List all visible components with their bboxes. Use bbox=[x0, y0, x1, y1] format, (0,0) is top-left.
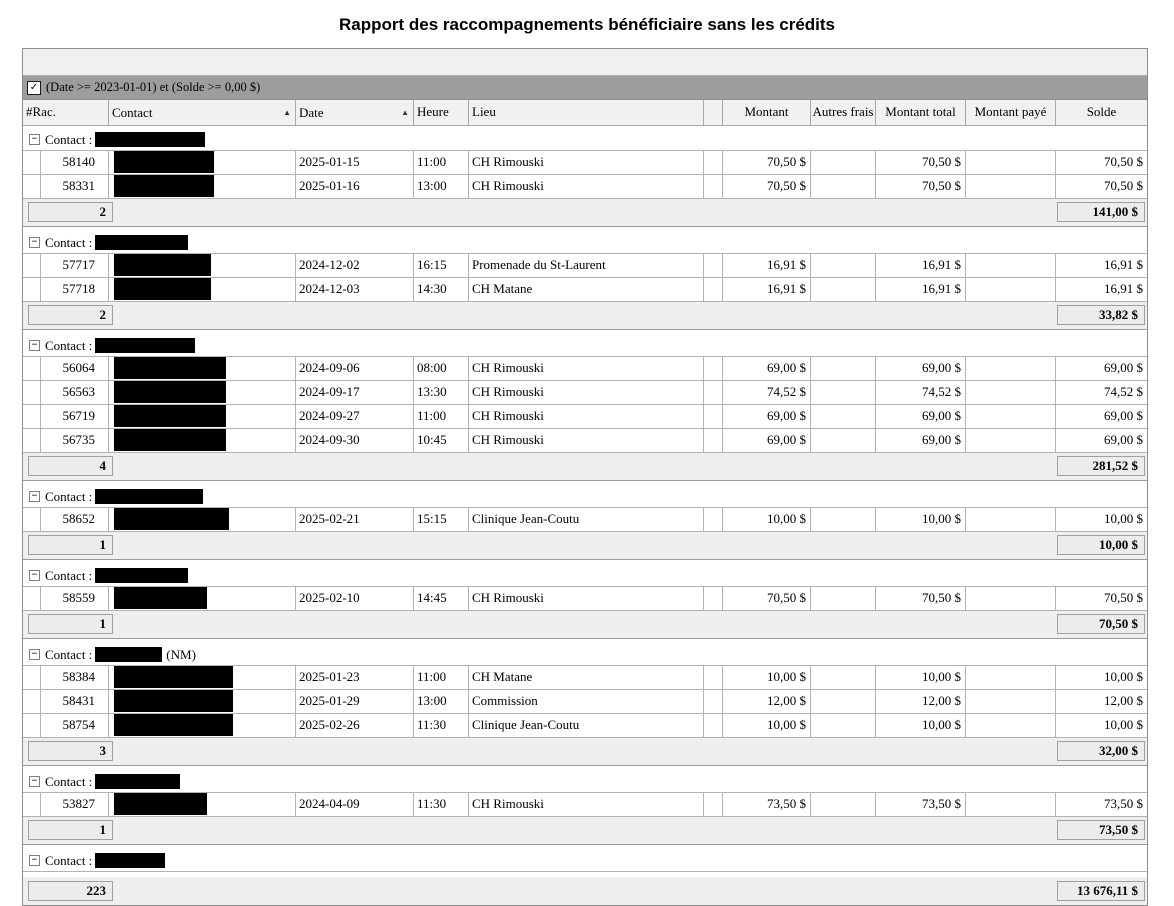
cell-solde: 73,50 $ bbox=[1104, 796, 1143, 811]
cell-rac: 57718 bbox=[41, 278, 109, 301]
redacted-contact-name bbox=[95, 338, 195, 353]
cell-autres-frais bbox=[811, 381, 876, 404]
cell-montant-total: 74,52 $ bbox=[876, 381, 966, 404]
cell-montant-paye bbox=[966, 508, 1056, 531]
cell-rac: 58331 bbox=[41, 175, 109, 198]
cell-rac: 58559 bbox=[41, 587, 109, 610]
cell-autres-frais bbox=[811, 151, 876, 174]
cell-solde: 12,00 $ bbox=[1104, 693, 1143, 708]
group-solde-total: 33,82 $ bbox=[1057, 305, 1145, 325]
group-header-row[interactable] bbox=[23, 335, 1147, 357]
cell-montant: 10,00 $ bbox=[723, 508, 811, 531]
group-solde-total: 32,00 $ bbox=[1057, 741, 1145, 761]
cell-date: 2025-02-21 bbox=[296, 508, 414, 531]
cell-solde: 16,91 $ bbox=[1104, 281, 1143, 296]
cell-spacer bbox=[704, 508, 723, 531]
grand-total-count: 223 bbox=[28, 881, 113, 901]
cell-lieu: CH Matane bbox=[469, 666, 704, 689]
cell-contact bbox=[109, 429, 296, 452]
group-header-row[interactable] bbox=[23, 129, 1147, 151]
cell-lieu: CH Rimouski bbox=[469, 587, 704, 610]
cell-date: 2024-12-03 bbox=[296, 278, 414, 301]
cell-montant-total: 16,91 $ bbox=[876, 254, 966, 277]
cell-montant-total: 70,50 $ bbox=[876, 151, 966, 174]
cell-heure: 10:45 bbox=[414, 429, 469, 452]
cell-spacer bbox=[704, 175, 723, 198]
cell-autres-frais bbox=[811, 714, 876, 737]
grid-body bbox=[23, 129, 1147, 905]
cell-rac: 58384 bbox=[41, 666, 109, 689]
cell-montant-total: 10,00 $ bbox=[876, 666, 966, 689]
group-count: 3 bbox=[28, 741, 113, 761]
group-header-row[interactable] bbox=[23, 486, 1147, 508]
cell-montant: 69,00 $ bbox=[723, 405, 811, 428]
group-panel bbox=[23, 49, 1147, 76]
cell-montant: 10,00 $ bbox=[723, 714, 811, 737]
cell-montant-paye bbox=[966, 793, 1056, 816]
table-row[interactable] bbox=[23, 175, 1147, 199]
cell-heure: 11:30 bbox=[414, 793, 469, 816]
redacted-contact-name bbox=[114, 508, 229, 530]
cell-contact bbox=[109, 714, 296, 737]
cell-montant-total: 12,00 $ bbox=[876, 690, 966, 713]
group-header-row[interactable] bbox=[23, 850, 1147, 872]
row-indent bbox=[23, 429, 41, 452]
cell-autres-frais bbox=[811, 793, 876, 816]
cell-contact bbox=[109, 405, 296, 428]
cell-autres-frais bbox=[811, 429, 876, 452]
cell-montant-total: 69,00 $ bbox=[876, 429, 966, 452]
group-summary-row bbox=[23, 738, 1147, 766]
cell-montant: 69,00 $ bbox=[723, 357, 811, 380]
row-indent bbox=[23, 175, 41, 198]
group-summary-row bbox=[23, 611, 1147, 639]
cell-autres-frais bbox=[811, 508, 876, 531]
cell-heure: 08:00 bbox=[414, 357, 469, 380]
collapse-icon[interactable]: − bbox=[29, 134, 40, 145]
sort-asc-icon: ▲ bbox=[283, 107, 291, 117]
redacted-contact-name bbox=[114, 666, 233, 688]
cell-montant: 16,91 $ bbox=[723, 278, 811, 301]
cell-montant-paye bbox=[966, 587, 1056, 610]
cell-solde: 69,00 $ bbox=[1104, 408, 1143, 423]
cell-spacer bbox=[704, 254, 723, 277]
cell-lieu: CH Rimouski bbox=[469, 381, 704, 404]
cell-lieu: CH Rimouski bbox=[469, 175, 704, 198]
cell-solde: 10,00 $ bbox=[1104, 717, 1143, 732]
redacted-contact-name bbox=[114, 278, 211, 300]
column-header-date-label: Date bbox=[299, 104, 324, 120]
group-solde-total: 281,52 $ bbox=[1057, 456, 1145, 476]
cell-rac: 56719 bbox=[41, 405, 109, 428]
column-header-contact[interactable] bbox=[109, 100, 296, 125]
table-row[interactable] bbox=[23, 429, 1147, 453]
redacted-contact-name bbox=[114, 357, 226, 379]
column-header-date[interactable] bbox=[296, 100, 414, 125]
cell-lieu: CH Rimouski bbox=[469, 429, 704, 452]
cell-montant-paye bbox=[966, 714, 1056, 737]
table-row[interactable] bbox=[23, 278, 1147, 302]
cell-contact bbox=[109, 690, 296, 713]
cell-date: 2024-09-27 bbox=[296, 405, 414, 428]
group-count: 1 bbox=[28, 820, 113, 840]
row-indent bbox=[23, 587, 41, 610]
cell-spacer bbox=[704, 429, 723, 452]
cell-montant: 10,00 $ bbox=[723, 666, 811, 689]
cell-montant-total: 69,00 $ bbox=[876, 357, 966, 380]
cell-montant: 69,00 $ bbox=[723, 429, 811, 452]
group-label: Contact : bbox=[45, 337, 93, 353]
cell-heure: 13:00 bbox=[414, 690, 469, 713]
group-count: 1 bbox=[28, 535, 113, 555]
cell-heure: 13:00 bbox=[414, 175, 469, 198]
cell-date: 2025-01-29 bbox=[296, 690, 414, 713]
group-label: Contact : bbox=[45, 131, 93, 147]
cell-heure: 11:00 bbox=[414, 151, 469, 174]
grand-total-row bbox=[23, 877, 1147, 905]
row-indent bbox=[23, 278, 41, 301]
collapse-icon[interactable]: − bbox=[29, 649, 40, 660]
table-row[interactable] bbox=[23, 508, 1147, 532]
cell-montant-total: 69,00 $ bbox=[876, 405, 966, 428]
cell-montant: 70,50 $ bbox=[723, 587, 811, 610]
group-suffix: (NM) bbox=[166, 646, 196, 662]
cell-lieu: Clinique Jean-Coutu bbox=[469, 508, 704, 531]
cell-spacer bbox=[704, 714, 723, 737]
redacted-contact-name bbox=[114, 714, 233, 736]
cell-montant-paye bbox=[966, 381, 1056, 404]
cell-date: 2024-09-30 bbox=[296, 429, 414, 452]
cell-date: 2024-04-09 bbox=[296, 793, 414, 816]
cell-rac: 56735 bbox=[41, 429, 109, 452]
group-header-row[interactable] bbox=[23, 644, 1147, 666]
cell-contact bbox=[109, 151, 296, 174]
row-indent bbox=[23, 357, 41, 380]
table-row[interactable] bbox=[23, 405, 1147, 429]
group-summary-row bbox=[23, 817, 1147, 845]
cell-spacer bbox=[704, 381, 723, 404]
cell-autres-frais bbox=[811, 405, 876, 428]
row-indent bbox=[23, 405, 41, 428]
table-row[interactable] bbox=[23, 690, 1147, 714]
column-header-solde[interactable]: Solde bbox=[1086, 104, 1117, 119]
cell-autres-frais bbox=[811, 587, 876, 610]
group-count: 1 bbox=[28, 614, 113, 634]
cell-autres-frais bbox=[811, 278, 876, 301]
column-header-lieu[interactable]: Lieu bbox=[469, 100, 704, 125]
cell-heure: 14:30 bbox=[414, 278, 469, 301]
column-header-autres-frais[interactable]: Autres frais bbox=[811, 100, 876, 125]
redacted-contact-name bbox=[95, 853, 165, 868]
cell-rac: 56064 bbox=[41, 357, 109, 380]
cell-montant-paye bbox=[966, 357, 1056, 380]
cell-date: 2024-09-06 bbox=[296, 357, 414, 380]
cell-montant-total: 10,00 $ bbox=[876, 508, 966, 531]
cell-solde: 70,50 $ bbox=[1104, 154, 1143, 169]
cell-contact bbox=[109, 254, 296, 277]
cell-solde: 70,50 $ bbox=[1104, 590, 1143, 605]
column-header-row bbox=[23, 100, 1147, 126]
cell-rac: 58140 bbox=[41, 151, 109, 174]
cell-date: 2025-01-15 bbox=[296, 151, 414, 174]
group-header-row[interactable] bbox=[23, 565, 1147, 587]
column-header-heure[interactable]: Heure bbox=[414, 100, 469, 125]
cell-montant-paye bbox=[966, 151, 1056, 174]
cell-heure: 15:15 bbox=[414, 508, 469, 531]
cell-rac: 58754 bbox=[41, 714, 109, 737]
cell-contact bbox=[109, 278, 296, 301]
cell-heure: 16:15 bbox=[414, 254, 469, 277]
collapse-icon[interactable]: − bbox=[29, 340, 40, 351]
cell-date: 2025-01-23 bbox=[296, 666, 414, 689]
group-label: Contact : bbox=[45, 488, 93, 504]
collapse-icon[interactable]: − bbox=[29, 491, 40, 502]
cell-contact bbox=[109, 357, 296, 380]
redacted-contact-name bbox=[114, 254, 211, 276]
page-title: Rapport des raccompagnements bénéficiaire sans les crédits bbox=[338, 15, 836, 34]
cell-date: 2025-02-26 bbox=[296, 714, 414, 737]
group-label: Contact : bbox=[45, 234, 93, 250]
group-solde-total: 141,00 $ bbox=[1057, 202, 1145, 222]
filter-checkbox[interactable]: ✓ bbox=[27, 81, 41, 95]
cell-date: 2025-01-16 bbox=[296, 175, 414, 198]
cell-solde: 74,52 $ bbox=[1104, 384, 1143, 399]
cell-heure: 13:30 bbox=[414, 381, 469, 404]
column-header-rac[interactable]: #Rac. bbox=[23, 100, 109, 125]
row-indent bbox=[23, 690, 41, 713]
row-indent bbox=[23, 381, 41, 404]
cell-montant-paye bbox=[966, 405, 1056, 428]
cell-date: 2024-09-17 bbox=[296, 381, 414, 404]
cell-contact bbox=[109, 381, 296, 404]
group-solde-total: 73,50 $ bbox=[1057, 820, 1145, 840]
cell-solde: 69,00 $ bbox=[1104, 432, 1143, 447]
cell-rac: 58652 bbox=[41, 508, 109, 531]
group-header-row[interactable] bbox=[23, 232, 1147, 254]
sort-asc-icon: ▲ bbox=[401, 107, 409, 117]
cell-montant-paye bbox=[966, 254, 1056, 277]
cell-lieu: CH Matane bbox=[469, 278, 704, 301]
cell-montant: 16,91 $ bbox=[723, 254, 811, 277]
cell-rac: 57717 bbox=[41, 254, 109, 277]
redacted-contact-name bbox=[114, 587, 207, 609]
column-header-montant[interactable]: Montant bbox=[723, 100, 811, 125]
redacted-contact-name bbox=[114, 690, 233, 712]
cell-montant-total: 10,00 $ bbox=[876, 714, 966, 737]
group-summary-row bbox=[23, 302, 1147, 330]
cell-lieu: CH Rimouski bbox=[469, 357, 704, 380]
group-label: Contact : bbox=[45, 852, 93, 868]
row-indent bbox=[23, 793, 41, 816]
redacted-contact-name bbox=[114, 429, 226, 451]
table-row[interactable] bbox=[23, 714, 1147, 738]
column-header-contact-label: Contact bbox=[112, 104, 153, 120]
cell-lieu: Commission bbox=[469, 690, 704, 713]
redacted-contact-name bbox=[114, 151, 214, 173]
cell-montant: 70,50 $ bbox=[723, 175, 811, 198]
column-header-montant-total[interactable]: Montant total bbox=[876, 100, 966, 125]
grand-total-solde: 13 676,11 $ bbox=[1057, 881, 1145, 901]
redacted-contact-name bbox=[95, 489, 203, 504]
cell-solde: 69,00 $ bbox=[1104, 360, 1143, 375]
group-label: Contact : bbox=[45, 773, 93, 789]
cell-spacer bbox=[704, 666, 723, 689]
redacted-contact-name bbox=[95, 774, 180, 789]
cell-spacer bbox=[704, 690, 723, 713]
cell-spacer bbox=[704, 278, 723, 301]
cell-spacer bbox=[704, 357, 723, 380]
group-summary-row bbox=[23, 453, 1147, 481]
redacted-contact-name bbox=[95, 235, 188, 250]
group-label: Contact : bbox=[45, 646, 93, 662]
redacted-contact-name bbox=[114, 381, 226, 403]
cell-autres-frais bbox=[811, 175, 876, 198]
group-summary-row bbox=[23, 199, 1147, 227]
cell-autres-frais bbox=[811, 690, 876, 713]
cell-solde: 70,50 $ bbox=[1104, 178, 1143, 193]
cell-solde: 10,00 $ bbox=[1104, 669, 1143, 684]
cell-contact bbox=[109, 508, 296, 531]
group-count: 2 bbox=[28, 305, 113, 325]
report-grid bbox=[22, 48, 1148, 906]
group-solde-total: 10,00 $ bbox=[1057, 535, 1145, 555]
redacted-contact-name bbox=[114, 175, 214, 197]
cell-montant: 12,00 $ bbox=[723, 690, 811, 713]
cell-heure: 11:00 bbox=[414, 666, 469, 689]
cell-rac: 53827 bbox=[41, 793, 109, 816]
cell-solde: 16,91 $ bbox=[1104, 257, 1143, 272]
cell-lieu: CH Rimouski bbox=[469, 793, 704, 816]
collapse-icon[interactable]: − bbox=[29, 776, 40, 787]
collapse-icon[interactable]: − bbox=[29, 570, 40, 581]
cell-heure: 14:45 bbox=[414, 587, 469, 610]
column-header-montant-paye[interactable]: Montant payé bbox=[966, 100, 1056, 125]
table-row[interactable] bbox=[23, 666, 1147, 690]
cell-heure: 11:30 bbox=[414, 714, 469, 737]
group-summary-row bbox=[23, 532, 1147, 560]
cell-date: 2024-12-02 bbox=[296, 254, 414, 277]
cell-lieu: CH Rimouski bbox=[469, 151, 704, 174]
cell-spacer bbox=[704, 405, 723, 428]
cell-spacer bbox=[704, 587, 723, 610]
cell-lieu: Promenade du St-Laurent bbox=[469, 254, 704, 277]
cell-montant: 73,50 $ bbox=[723, 793, 811, 816]
cell-date: 2025-02-10 bbox=[296, 587, 414, 610]
cell-montant-total: 70,50 $ bbox=[876, 175, 966, 198]
cell-solde: 10,00 $ bbox=[1104, 511, 1143, 526]
cell-montant-paye bbox=[966, 175, 1056, 198]
redacted-contact-name bbox=[114, 793, 207, 815]
table-row[interactable] bbox=[23, 793, 1147, 817]
row-indent bbox=[23, 151, 41, 174]
cell-rac: 58431 bbox=[41, 690, 109, 713]
group-label: Contact : bbox=[45, 567, 93, 583]
cell-spacer bbox=[704, 793, 723, 816]
row-indent bbox=[23, 666, 41, 689]
cell-montant-paye bbox=[966, 278, 1056, 301]
cell-rac: 56563 bbox=[41, 381, 109, 404]
cell-contact bbox=[109, 793, 296, 816]
cell-contact bbox=[109, 175, 296, 198]
table-row[interactable] bbox=[23, 357, 1147, 381]
cell-montant-paye bbox=[966, 690, 1056, 713]
cell-lieu: Clinique Jean-Coutu bbox=[469, 714, 704, 737]
cell-montant-total: 73,50 $ bbox=[876, 793, 966, 816]
collapse-icon[interactable]: − bbox=[29, 855, 40, 866]
redacted-contact-name bbox=[95, 647, 162, 662]
group-count: 2 bbox=[28, 202, 113, 222]
group-header-row[interactable] bbox=[23, 771, 1147, 793]
cell-lieu: CH Rimouski bbox=[469, 405, 704, 428]
row-indent bbox=[23, 714, 41, 737]
table-row[interactable] bbox=[23, 587, 1147, 611]
redacted-contact-name bbox=[95, 568, 188, 583]
group-count: 4 bbox=[28, 456, 113, 476]
cell-montant-paye bbox=[966, 666, 1056, 689]
filter-bar bbox=[23, 76, 1147, 100]
row-indent bbox=[23, 508, 41, 531]
group-solde-total: 70,50 $ bbox=[1057, 614, 1145, 634]
cell-montant-total: 70,50 $ bbox=[876, 587, 966, 610]
cell-autres-frais bbox=[811, 254, 876, 277]
filter-label: (Date >= 2023-01-01) et (Solde >= 0,00 $) bbox=[46, 80, 261, 94]
redacted-contact-name bbox=[114, 405, 226, 427]
cell-autres-frais bbox=[811, 666, 876, 689]
cell-autres-frais bbox=[811, 357, 876, 380]
cell-contact bbox=[109, 587, 296, 610]
cell-montant: 70,50 $ bbox=[723, 151, 811, 174]
cell-montant-paye bbox=[966, 429, 1056, 452]
cell-montant: 74,52 $ bbox=[723, 381, 811, 404]
table-row[interactable] bbox=[23, 151, 1147, 175]
cell-heure: 11:00 bbox=[414, 405, 469, 428]
cell-montant-total: 16,91 $ bbox=[876, 278, 966, 301]
cell-contact bbox=[109, 666, 296, 689]
row-indent bbox=[23, 254, 41, 277]
cell-spacer bbox=[704, 151, 723, 174]
table-row[interactable] bbox=[23, 381, 1147, 405]
redacted-contact-name bbox=[95, 132, 205, 147]
column-header-spacer bbox=[704, 100, 723, 125]
collapse-icon[interactable]: − bbox=[29, 237, 40, 248]
table-row[interactable] bbox=[23, 254, 1147, 278]
